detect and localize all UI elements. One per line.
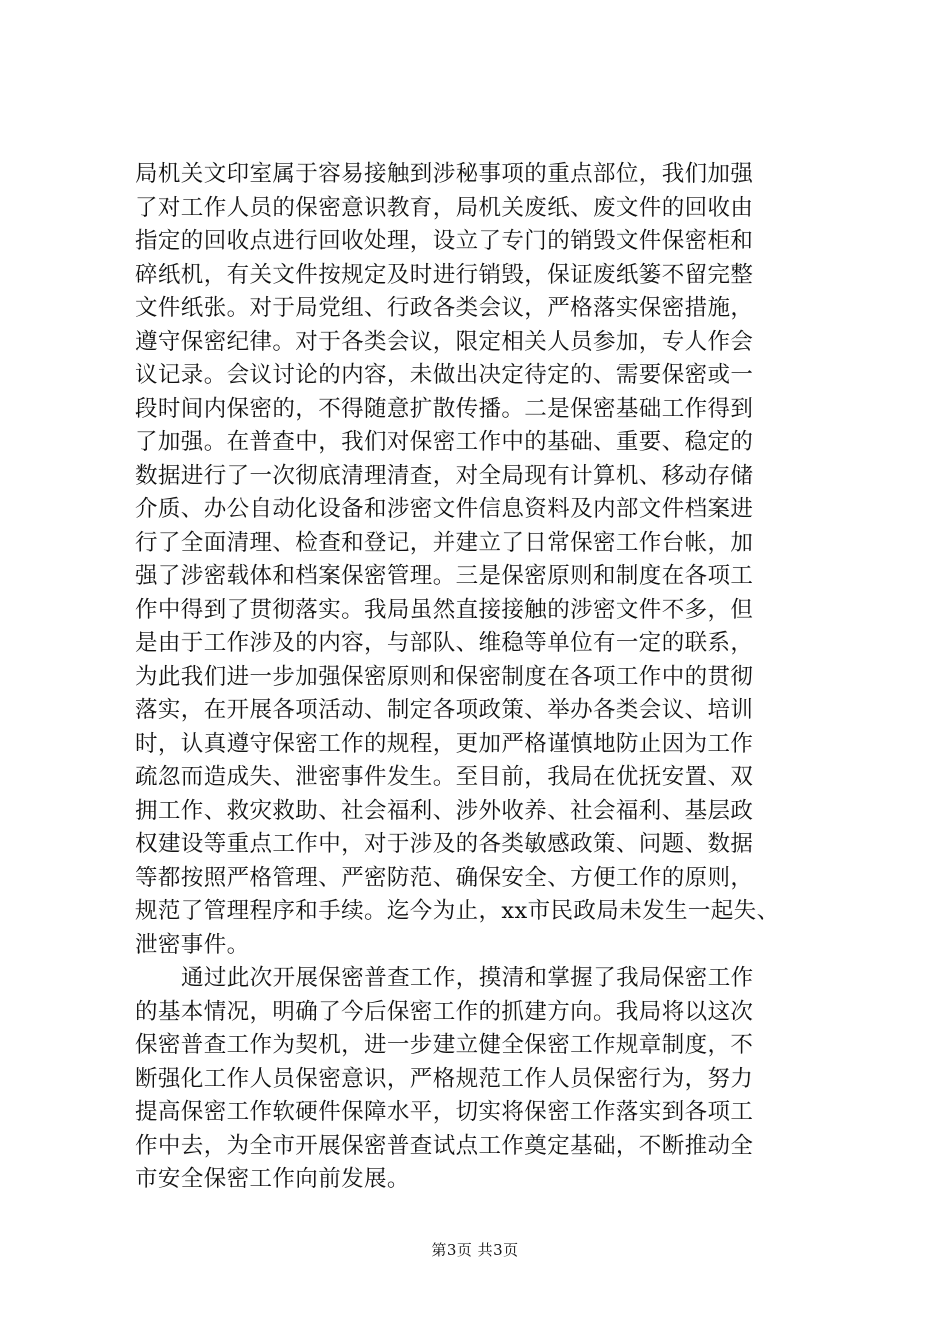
body-text <box>135 158 855 1197</box>
text-line: 提高保密工作软硬件保障水平，切实将保密工作落实到各项工 <box>135 1099 754 1125</box>
text-line: 断强化工作人员保密意识，严格规范工作人员保密行为，努力 <box>135 1065 754 1092</box>
text-line: 了对工作人员的保密意识教育，局机关废纸、废文件的回收由 <box>135 194 754 221</box>
text-line: 指定的回收点进行回收处理，设立了专门的销毁文件保密柜和 <box>135 228 754 254</box>
text-line: 权建设等重点工作中，对于涉及的各类敏感政策、问题、数据 <box>135 831 754 857</box>
text-line: 议记录。会议讨论的内容，未做出决定待定的、需要保密或一 <box>135 362 754 388</box>
text-line: 时，认真遵守保密工作的规程，更加严格谨慎地防止因为工作 <box>135 730 754 757</box>
text-line: 保密普查工作为契机，进一步建立健全保密工作规章制度，不 <box>135 1032 754 1058</box>
text-line: 市安全保密工作向前发展。 <box>135 1166 410 1192</box>
text-line: 数据进行了一次彻底清理清查，对全局现有计算机、移动存储 <box>135 462 754 489</box>
text-line: 遵守保密纪律。对于各类会议，限定相关人员参加，专人作会 <box>135 328 754 355</box>
text-line: 落实，在开展各项活动、制定各项政策、举办各类会议、培训 <box>135 697 754 723</box>
text-line: 文件纸张。对于局党组、行政各类会议，严格落实保密措施， <box>135 295 754 321</box>
text-line: 规范了管理程序和手续。迄今为止，xx市民政局未发生一起失、 <box>135 898 780 924</box>
text-line: 段时间内保密的，不得随意扩散传播。二是保密基础工作得到 <box>135 395 754 422</box>
page-number-footer: 第3页 共3页 <box>431 1241 519 1259</box>
text-line: 疏忽而造成失、泄密事件发生。至目前，我局在优抚安置、双 <box>135 764 754 790</box>
text-line: 的基本情况，明确了今后保密工作的抓建方向。我局将以这次 <box>135 998 754 1025</box>
text-line: 拥工作、救灾救助、社会福利、涉外收养、社会福利、基层政 <box>135 797 754 824</box>
text-line: 为此我们进一步加强保密原则和保密制度在各项工作中的贯彻 <box>135 663 754 690</box>
text-line: 是由于工作涉及的内容，与部队、维稳等单位有一定的联系， <box>135 630 754 656</box>
text-line: 行了全面清理、检查和登记，并建立了日常保密工作台帐，加 <box>135 529 754 556</box>
text-line: 碎纸机，有关文件按规定及时进行销毁，保证废纸篓不留完整 <box>135 261 754 288</box>
text-line: 强了涉密载体和档案保密管理。三是保密原则和制度在各项工 <box>135 563 754 589</box>
text-line: 了加强。在普查中，我们对保密工作中的基础、重要、稳定的 <box>135 429 754 455</box>
text-line: 作中得到了贯彻落实。我局虽然直接接触的涉密文件不多，但 <box>135 596 754 623</box>
paragraph-start-line: 通过此次开展保密普查工作，摸清和掌握了我局保密工作 <box>181 965 754 991</box>
text-line: 介质、办公自动化设备和涉密文件信息资料及内部文件档案进 <box>135 496 754 522</box>
text-line: 泄密事件。 <box>135 931 250 958</box>
text-line: 作中去，为全市开展保密普查试点工作奠定基础，不断推动全 <box>135 1132 754 1159</box>
text-line: 等都按照严格管理、严密防范、确保安全、方便工作的原则， <box>135 864 754 891</box>
text-line: 局机关文印室属于容易接触到涉秘事项的重点部位，我们加强 <box>135 161 754 187</box>
